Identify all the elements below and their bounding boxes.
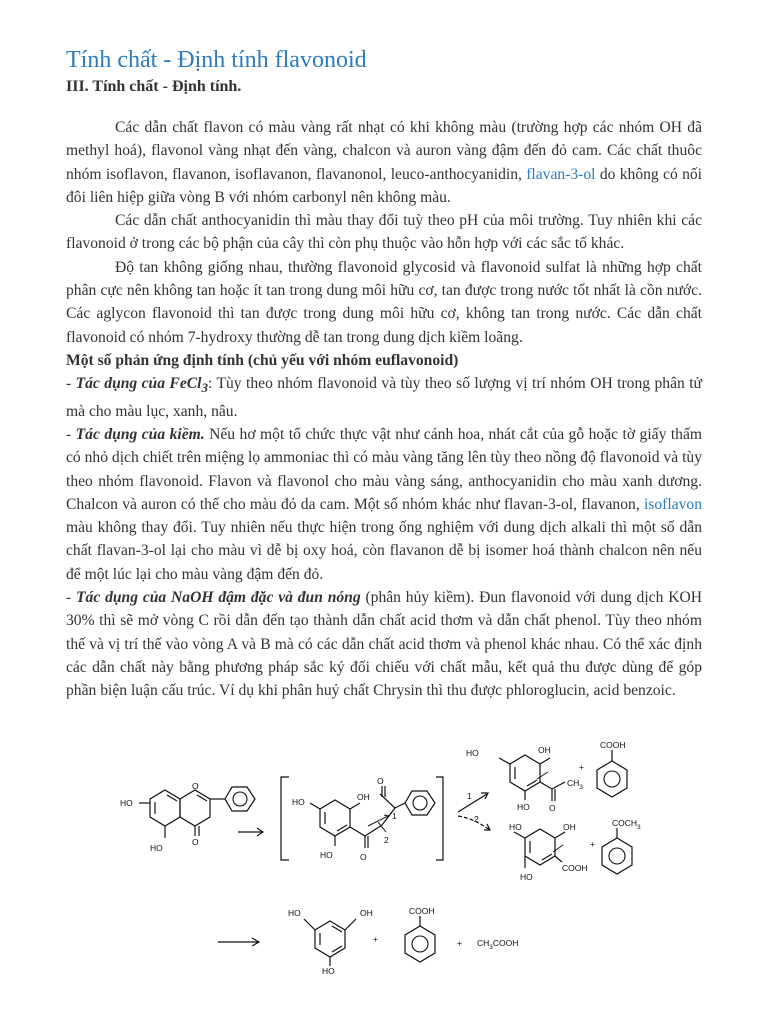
path-2-label: 2 xyxy=(474,814,479,824)
path1-phenol-product xyxy=(466,745,583,813)
plus-3: + xyxy=(373,934,378,944)
chrysin-ho-5: HO xyxy=(150,843,163,853)
benzoic-acid-1 xyxy=(597,740,627,797)
p1-oh-right: OH xyxy=(538,745,551,755)
final-ho-bottom: HO xyxy=(322,966,335,976)
intermediate-structure xyxy=(292,776,435,862)
p1-ch3-main: CH xyxy=(567,778,580,788)
fecl3-subscript: 3 xyxy=(201,380,208,396)
paragraph-solubility: Độ tan không giống nhau, thường flavonoid glycosid và flavonoid sulfat là những hợp chất phân cực nên không tan hoặc ít tan trong dung môi hữu cơ, tan được trong nước tốt nhất là cồn nước. Các aglycon flavonoid thì tan được trong dung môi hữu cơ, không tan trong nước. Các dẫn chất flavonoid có nhóm 7-hydroxy thường dễ tan trong dung dịch kiềm loãng. xyxy=(66,258,702,346)
final-oh-right: OH xyxy=(360,908,373,918)
alkali-dash: - xyxy=(66,425,76,443)
chrysin-structure xyxy=(120,781,255,853)
alkali-text-b: màu không thay đổi. Tuy nhiên nếu thực hiện trong ống nghiệm với dung dịch alkali thì một số dẫn chất flavan-3-ol lại cho màu vì dễ bị oxy hoá, còn flavanon dễ bị isomer hoá thành chalcon nên nếu để một lúc lại cho màu vàng đậm đến đỏ. xyxy=(66,519,702,583)
p2-coch3-main: COCH xyxy=(612,818,638,828)
paragraph-color-text-b: do không có nối đôi liên hiệp giữa vòng B với nhóm carbonyl nên không màu. xyxy=(66,165,702,206)
cleavage-label-1: 1 xyxy=(392,811,397,821)
fecl3-dash: - xyxy=(66,375,76,393)
p2-coch3-sub: 3 xyxy=(637,824,641,831)
p1-ch3-sub: 3 xyxy=(579,784,583,791)
acetic-acid xyxy=(477,938,518,951)
chrysin-ring-o: O xyxy=(192,781,199,791)
path2-phenol-product xyxy=(509,822,588,882)
naoh-dash: - xyxy=(66,589,77,607)
p2-ho-left: HO xyxy=(509,822,522,832)
p1-o: O xyxy=(549,803,556,813)
benzoic-1-cooh: COOH xyxy=(600,740,626,750)
reaction-arrow-1 xyxy=(238,828,263,836)
section-heading: III. Tính chất - Định tính. xyxy=(66,78,242,95)
chrysin-carbonyl-o: O xyxy=(192,837,199,847)
p2-cooh: COOH xyxy=(562,863,588,873)
alkali-text-a: Nếu hơ một tổ chức thực vật như cánh hoa, nhát cắt của gỗ hoặc tờ giấy thấm có nhỏ dịch chiết trên miệng lọ ammoniac thì có màu vàng tăng lên tùy theo nồng độ flavonoid và tùy theo nhóm flavonoid. Flavon và flavonol cho màu vàng sáng, anthocyanidin cho màu xanh dương. Chalcon và auron có thể cho màu đỏ da cam. Một số nhóm khác như flavan-3-ol, flavanon, xyxy=(66,425,702,513)
branch-arrows xyxy=(458,791,490,830)
fecl3-label-text: Tác dụng của FeCl xyxy=(75,375,202,393)
final-ho-left: HO xyxy=(288,908,301,918)
flavan-3-ol-link[interactable]: flavan-3-ol xyxy=(526,165,596,183)
paragraph-anthocyanidin: Các dẫn chất anthocyanidin thì màu thay đổi tuỳ theo pH của môi trường. Tuy nhiên khi các flavonoid ở trong các bộ phận của cây thì còn phụ thuộc vào hỗn hợp với các sắc tố khác. xyxy=(66,212,702,253)
acetic-ch: CH xyxy=(477,938,490,948)
naoh-label: Tác dụng của NaOH đậm đặc và đun nóng xyxy=(76,589,361,607)
fecl3-colon: : xyxy=(208,375,213,393)
fecl3-text: Tùy theo nhóm flavonoid và tùy theo số lượng vị trí nhóm OH trong phân tử mà cho màu lục, xanh, nâu. xyxy=(66,375,702,420)
acetophenone-product xyxy=(602,818,641,874)
intermediate-o: O xyxy=(360,852,367,862)
cleavage-label-2: 2 xyxy=(384,835,389,845)
p1-ho-left: HO xyxy=(466,748,479,758)
acetic-cooh: COOH xyxy=(492,938,519,948)
intermediate-ho-bottom: HO xyxy=(320,850,333,860)
intermediate-ho-left: HO xyxy=(292,797,305,807)
alkali-label: Tác dụng của kiềm. xyxy=(75,425,205,443)
paragraph-color-text-a: Các dẫn chất flavon có màu vàng rất nhạt có khi không màu (trường hợp các nhóm OH đã methyl hoá), flavonol vàng nhạt đến vàng, chalcon và auron vàng đậm đến đỏ cam. Các chất thuôc nhóm isoflavon, flavanon, isoflavanon, flavanonol, leuco-anthocyanidin, xyxy=(66,119,702,183)
p2-ho-bottom: HO xyxy=(520,872,533,882)
isoflavon-link[interactable]: isoflavon xyxy=(643,495,702,513)
reactions-heading: Một số phản ứng định tính (chủ yếu với nhóm euflavonoid) xyxy=(66,351,459,369)
plus-1: + xyxy=(579,762,584,772)
benzoic-acid-final xyxy=(405,906,435,962)
intermediate-o-top: O xyxy=(377,776,384,786)
page-title: Tính chất - Định tính flavonoid xyxy=(66,47,367,73)
p2-oh-right: OH xyxy=(563,822,576,832)
intermediate-oh: OH xyxy=(357,792,370,802)
bracket-left xyxy=(281,777,289,860)
p2-coch3 xyxy=(612,818,641,831)
naoh-text: (phân hủy kiềm). Đun flavonoid với dung dịch KOH 30% thì sẽ mở vòng C rồi dẫn đến tạo thành dẫn chất acid thơm và dẫn chất phenol. Tùy theo nhóm thế và vị trí thế vào vòng A và B mà có các dẫn chất acid thơm và phenol khác nhau. Có thể xác định các dẫn chất này bằng phương pháp sắc ký đối chiếu với chất mẫu, kết quả thu được dùng để góp phần biện luận cấu trúc. Ví dụ khi phân huỷ chất Chrysin thì thu được phloroglucin, acid benzoic. xyxy=(66,589,702,700)
p1-ho-bottom: HO xyxy=(517,802,530,812)
phloroglucin-product xyxy=(288,908,373,976)
path-1-label: 1 xyxy=(467,791,472,801)
bracket-right xyxy=(436,777,443,860)
chrysin-ho-7: HO xyxy=(120,798,133,808)
acetic-sub: 3 xyxy=(489,944,493,951)
plus-2: + xyxy=(590,839,595,849)
plus-4: + xyxy=(457,938,462,948)
final-cooh: COOH xyxy=(409,906,435,916)
p1-ch3 xyxy=(567,778,583,791)
reaction-arrow-final xyxy=(218,938,259,946)
